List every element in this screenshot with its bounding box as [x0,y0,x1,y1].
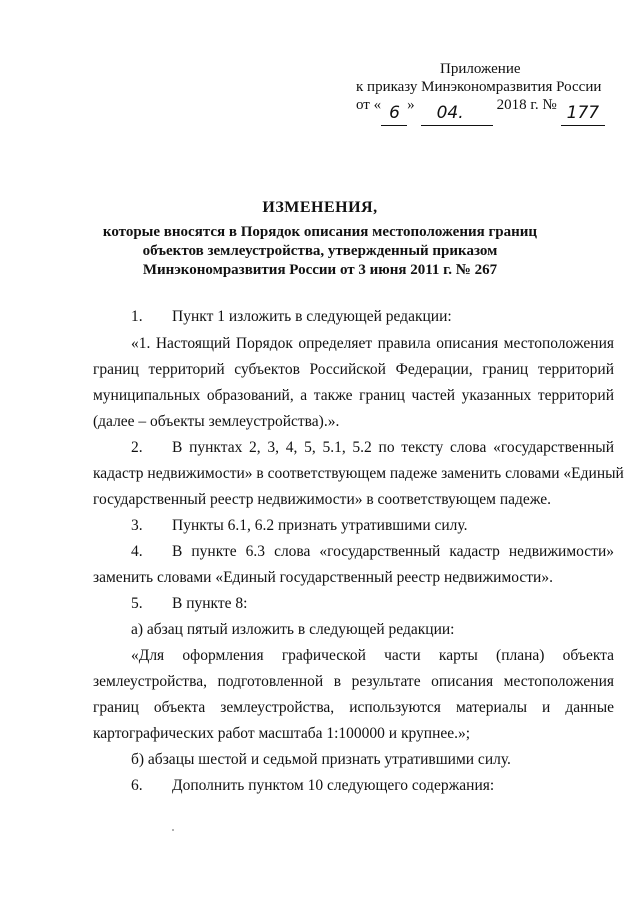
item-text: Дополнить пунктом 10 следующего содержания: [172,777,495,794]
item-text: В пункте 8: [172,595,248,612]
document-title: ИЗМЕНЕНИЯ, [262,199,378,216]
item-number: 1. [131,308,143,325]
item-text: б) абзацы шестой и седьмой признать утратившими силу. [131,751,511,768]
year-label: 2018 г. № [496,97,557,113]
text-line: (далее – объекты землеустройства).». [93,413,340,430]
text-line: «Для оформления графической части карты (плана) объекта [131,647,614,664]
document-subtitle: которые вносятся в Порядок описания местоположения границ объектов землеустройства, утвержденный приказом Минэкономразвития России от 3 июня 2011 г. № 267 [102,224,538,278]
order-date-number [356,96,616,123]
item-text: Пункты 6.1, 6.2 признать утратившими силу. [172,517,468,534]
text-line: кадастр недвижимости» в соответствующем падеже заменить словами «Единый [93,465,624,482]
appendix-label: Приложение [440,61,521,77]
handwritten-month: 04. [436,103,464,123]
list-item [93,539,614,591]
item-text: Пункт 1 изложить в следующей редакции: [172,308,452,325]
text-line: заменить словами «Единый государственный реестр недвижимости». [93,569,553,586]
appendix-header [356,60,616,123]
text-line: землеустройства, подготовленной в результате описания местоположения [93,673,614,690]
list-item [93,435,624,513]
item-number: 3. [131,517,143,534]
order-reference: к приказу Минэкономразвития России [356,79,602,95]
text-line: муниципальных образований, а также границ частей указанных территорий [93,387,614,404]
text-line: государственный реестр недвижимости» в соответствующем падеже. [93,491,552,508]
scan-speck [172,829,174,831]
quoted-paragraph [93,643,614,747]
sub-item-a [93,617,614,643]
sub-item-b [93,747,614,773]
text-line: «1. Настоящий Порядок определяет правила описания местоположения [131,335,614,352]
text-line: В пункте 6.3 слова «государственный кадастр недвижимости» [172,543,614,560]
handwritten-number: 177 [566,103,600,123]
text-line: картографических работ масштаба 1:100000 и крупнее.»; [93,725,471,742]
text-line: границ территорий субъектов Российской Федерации, границ территорий [93,361,614,378]
item-number: 2. [131,439,143,456]
text-line: границ объекта землеустройства, используются материалы и данные [93,699,614,716]
date-close-quote: » [407,97,415,113]
quoted-paragraph [93,331,614,435]
item-number: 4. [131,543,143,560]
text-line: В пунктах 2, 3, 4, 5, 5.1, 5.2 по тексту слова «государственный [172,439,614,456]
item-text: а) абзац пятый изложить в следующей редакции: [131,621,455,638]
item-number: 5. [131,595,143,612]
handwritten-day: 6 [389,103,400,123]
item-number: 6. [131,777,143,794]
date-prefix: от « [356,97,382,113]
